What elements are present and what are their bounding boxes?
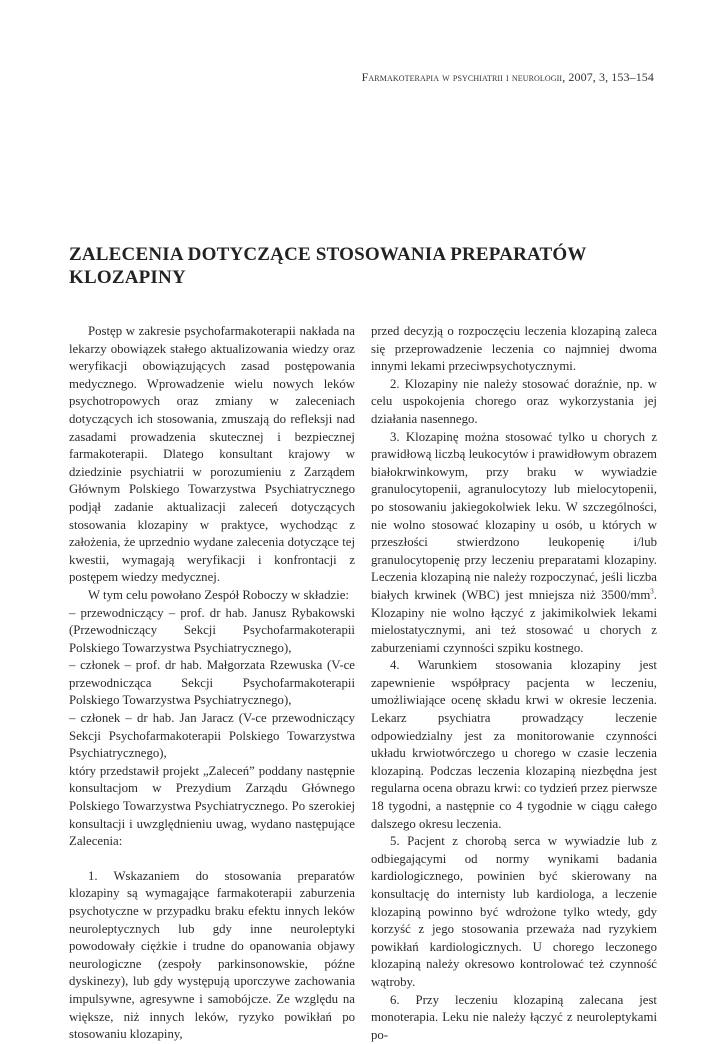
recommendation-3-part-b: . Klozapiny nie wolno łączyć z jakimikolwiek lekami mielostatycznymi, ani też stosować u chorych z zaburzeniami czynności szpiku kostnego.	[371, 587, 657, 655]
recommendation-6: 6. Przy leczeniu klozapiną zalecana jest monoterapia. Leku nie należy łączyć z neuroleptykami po-	[371, 992, 657, 1042]
team-member-3: – członek – dr hab. Jan Jaracz (V-ce przewodniczący Sekcji Psychofarmakoterapii Polskiego Towarzystwa Psychiatrycznego),	[69, 711, 355, 761]
team-intro-paragraph: W tym celu powołano Zespół Roboczy w składzie:	[88, 587, 349, 602]
intro-paragraph: Postęp w zakresie psychofarmakoterapii nakłada na lekarzy obowiązek stałego aktualizowania wiedzy oraz weryfikacji obowiązujących zasad postępowania medycznego. Wprowadzenie wielu nowych leków psychotropowych oraz zmiany w zaleceniach dotyczących ich stosowania, zmuszają do refleksji nad zasadami prowadzenia skutecznej i bezpiecznej farmakoterapii. Dlatego konsultant krajowy w dziedzinie psychiatrii w porozumieniu z Zarządem Głównym Polskiego Towarzystwa Psychiatrycznego podjął zadanie aktualizacji zaleceń dotyczących stosowania klozapiny w praktyce, wychodząc z założenia, że uprzednio wydane zalecenia dotyczące tej kwestii, wymagają weryfikacji i konfrontacji z postępem wiedzy medycznej.	[69, 324, 355, 585]
article-title-line-2: KLOZAPINY	[69, 267, 186, 288]
team-member-2: – członek – prof. dr hab. Małgorzata Rzewuska (V-ce przewodnicząca Sekcji Psychofarmakoterapii Polskiego Towarzystwa Psychiatrycznego),	[69, 658, 355, 708]
project-paragraph: który przedstawił projekt „Zaleceń” poddany następnie konsultacjom w Prezydium Zarządu Głównego Polskiego Towarzystwa Psychiatrycznego. Po szerokiej konsultacji i uwzględnieniu uwag, wydano następujące Zalecenia:	[69, 763, 355, 849]
recommendation-3	[371, 429, 657, 658]
article-title-line-1: ZALECENIA DOTYCZĄCE STOSOWANIA PREPARATÓW	[69, 244, 587, 265]
recommendation-1: 1. Wskazaniem do stosowania preparatów klozapiny są wymagające farmakoterapii zaburzenia psychotyczne w przypadku braku efektu innych leków neuroleptycznych lub gdy inne neuroleptyki powodowały ciężkie i trudne do opanowania objawy neurologiczne (zespoły parkinsonowskie, późne dyskinezy), lub gdy występują uporczywe zachowania impulsywne, agresywne i samobójcze. Ze względu na większe, niż innych leków, ryzyko powikłań po stosowaniu klozapiny,	[69, 868, 355, 1042]
team-member-chair: – przewodniczący – prof. dr hab. Janusz Rybakowski (Przewodniczący Sekcji Psychofarmakoterapii Polskiego Towarzystwa Psychiatrycznego),	[69, 605, 355, 655]
article-title	[69, 243, 629, 289]
superscript-cubed: 3	[650, 587, 654, 596]
recommendation-3-part-a: 3. Klozapinę można stosować tylko u chorych z prawidłową liczbą leukocytów i prawidłowym obrazem białokrwinkowym, przy braku w wywiadzie granulocytopenii, agranulocytozy lub mielocytopenii, po stosowaniu jakiegokolwiek leku. W szczególności, nie wolno stosować klozapiny u osób, u których w przeszłości stwierdzono leukopenię i/lub granulocytopenię przy leczeniu preparatami klozapiny. Leczenia klozapiną nie należy rozpoczynać, jeśli liczba białych krwinek (WBC) jest mniejsza niż 3500/mm	[371, 429, 657, 602]
right-column	[371, 323, 657, 1044]
running-header: Farmakoterapia w psychiatrii i neurologii, 2007, 3, 153–154	[361, 70, 654, 84]
recommendation-2: 2. Klozapiny nie należy stosować doraźnie, np. w celu uspokojenia chorego oraz wykorzystania jej działania nasennego.	[371, 376, 657, 426]
recommendation-1-continued: przed decyzją o rozpoczęciu leczenia klozapiną zaleca się przeprowadzenie leczenia co najmniej dwoma innymi lekami przeciwpsychotycznymi.	[371, 324, 657, 374]
recommendation-4: 4. Warunkiem stosowania klozapiny jest zapewnienie współpracy pacjenta w leczeniu, umożliwiające ocenę składu krwi w okresie leczenia. Lekarz psychiatra prowadzący leczenie odpowiedzialny jest za monitorowanie czynności układu krwiotwórczego u chorego w czasie leczenia klozapiną. Podczas leczenia klozapiną niezbędna jest regularna ocena obrazu krwi: co tydzień przez pierwsze 18 tygodni, a następnie co 4 tygodnie w ciągu całego dalszego okresu leczenia.	[371, 658, 657, 831]
recommendation-5: 5. Pacjent z chorobą serca w wywiadzie lub z odbiegającymi od normy wynikami badania kardiologicznego, powinien być skierowany na konsultację do internisty lub kardiologa, a leczenie klozapiną powinno być wdrożone tylko wtedy, gdy korzyść z jego stosowania przeważa nad ryzykiem powikłań kardiologicznych. U chorego leczonego klozapiną należy okresowo kontrolować też czynność wątroby.	[371, 834, 657, 989]
left-column	[69, 323, 355, 1044]
